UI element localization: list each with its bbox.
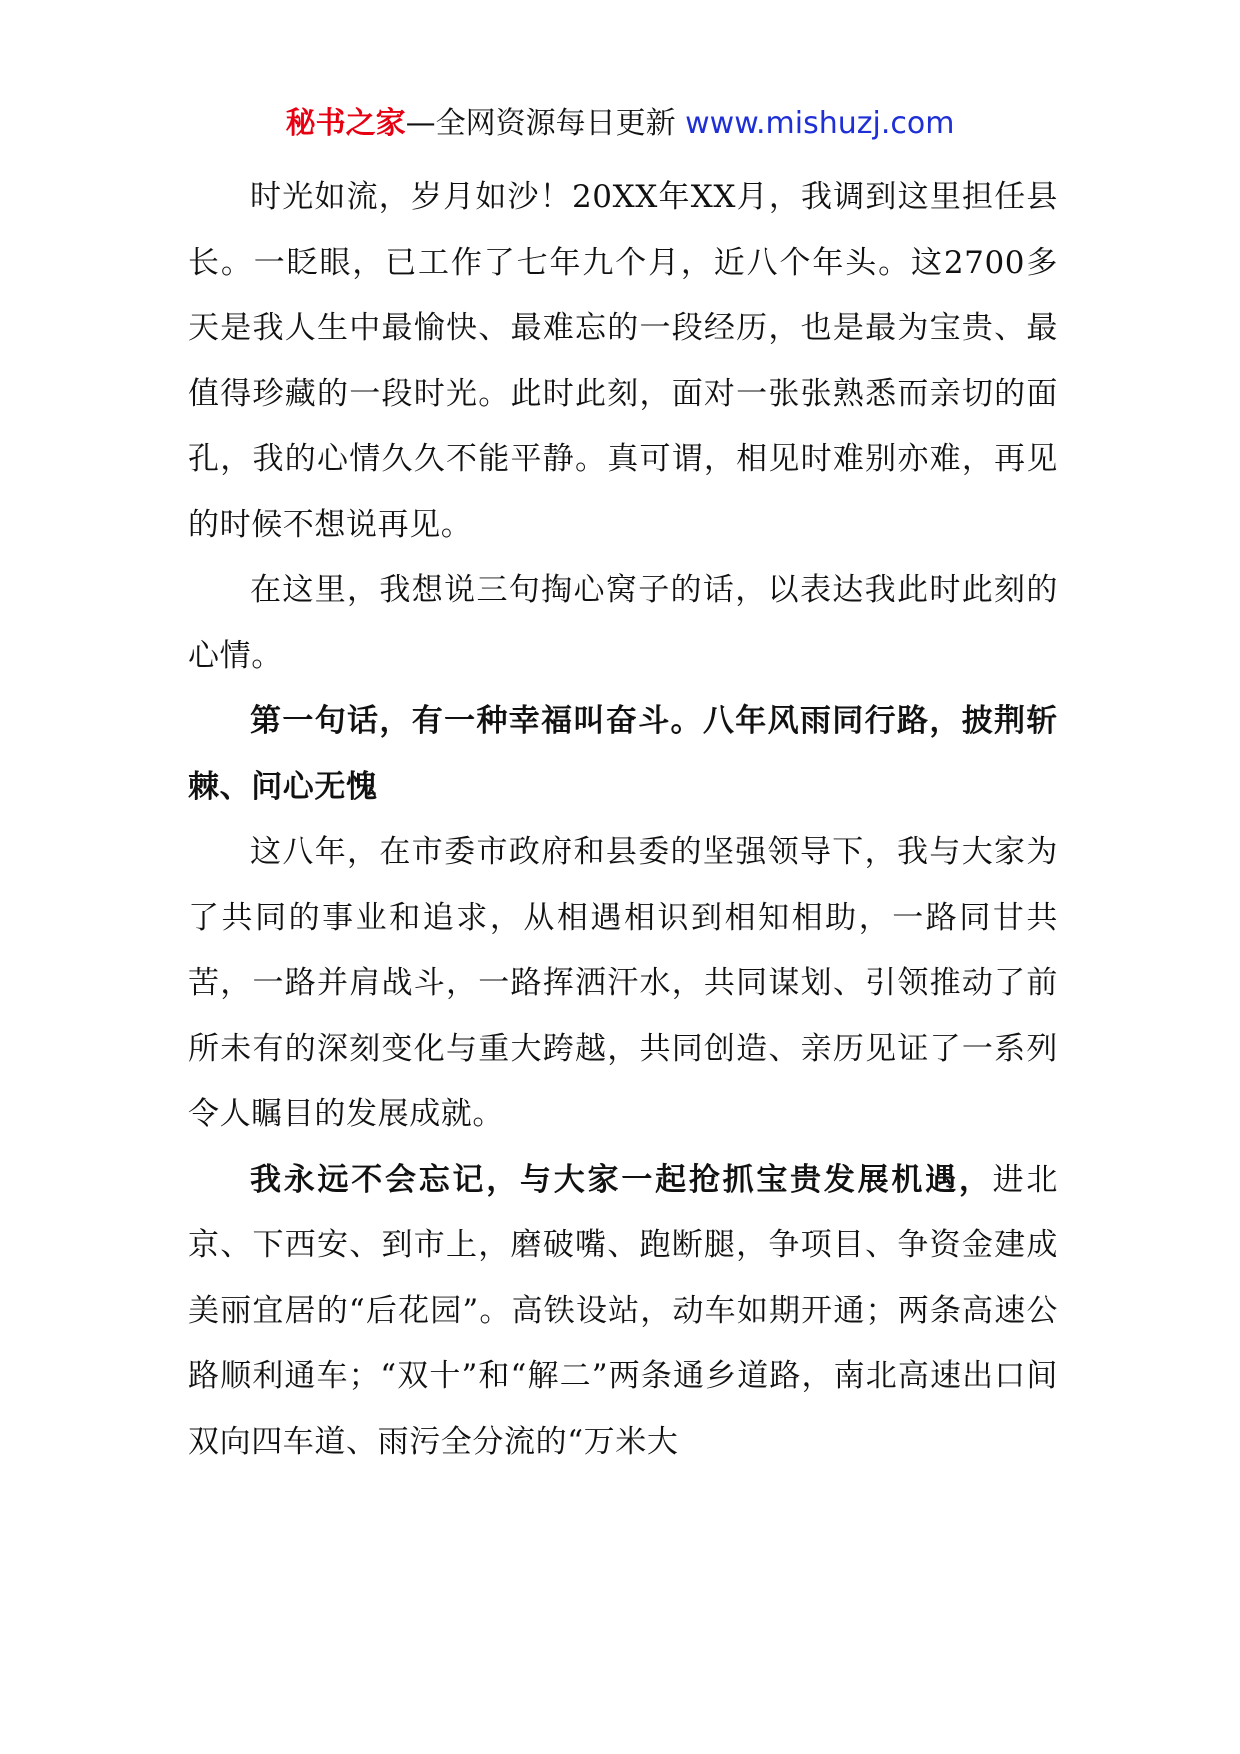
brand-name: 秘书之家 [285,106,406,141]
paragraph-opening: 时光如流，岁月如沙！20XX年XX月，我调到这里担任县长。一眨眼，已工作了七年九个月，近八个年头。这2700多天是我人生中最愉快、最难忘的一段经历，也是最为宝贵、最值得珍藏的一段时光。此时此刻，面对一张张熟悉而亲切的面孔，我的心情久久不能平静。真可谓，相见时难别亦难，再见的时候不想说再见。 [188,179,1058,543]
section-heading-first: 第一句话，有一种幸福叫奋斗。八年风雨同行路，披荆斩棘、问心无愧 [188,703,1058,805]
site-url-link[interactable]: www.mishuzj.com [685,106,955,141]
paragraph-continuation: 进北京、下西安、到市上，磨破嘴、跑断腿，争项目、争资金建成美丽宜居的“后花园”。高铁设站，动车如期开通；两条高速公路顺利通车；“双十”和“解二”两条通乡道路，南北高速出口间双向四车道、雨污全分流的“万米大 [188,1161,1058,1460]
paragraph-intro: 在这里，我想说三句掏心窝子的话，以表达我此时此刻的心情。 [188,572,1058,674]
paragraph-development [188,1148,1058,1476]
paragraph-lead-bold: 我永远不会忘记，与大家一起抢抓宝贵发展机遇， [250,1161,993,1198]
paragraph-eight-years: 这八年，在市委市政府和县委的坚强领导下，我与大家为了共同的事业和追求，从相遇相识到相知相助，一路同甘共苦，一路并肩战斗，一路挥洒汗水，共同谋划、引领推动了前所未有的深刻变化与重大跨越，共同创造、亲历见证了一系列令人瞩目的发展成就。 [188,834,1058,1132]
banner-tagline: —全网资源每日更新 [405,106,676,141]
site-banner [0,104,1240,144]
document-body [188,165,1058,1475]
